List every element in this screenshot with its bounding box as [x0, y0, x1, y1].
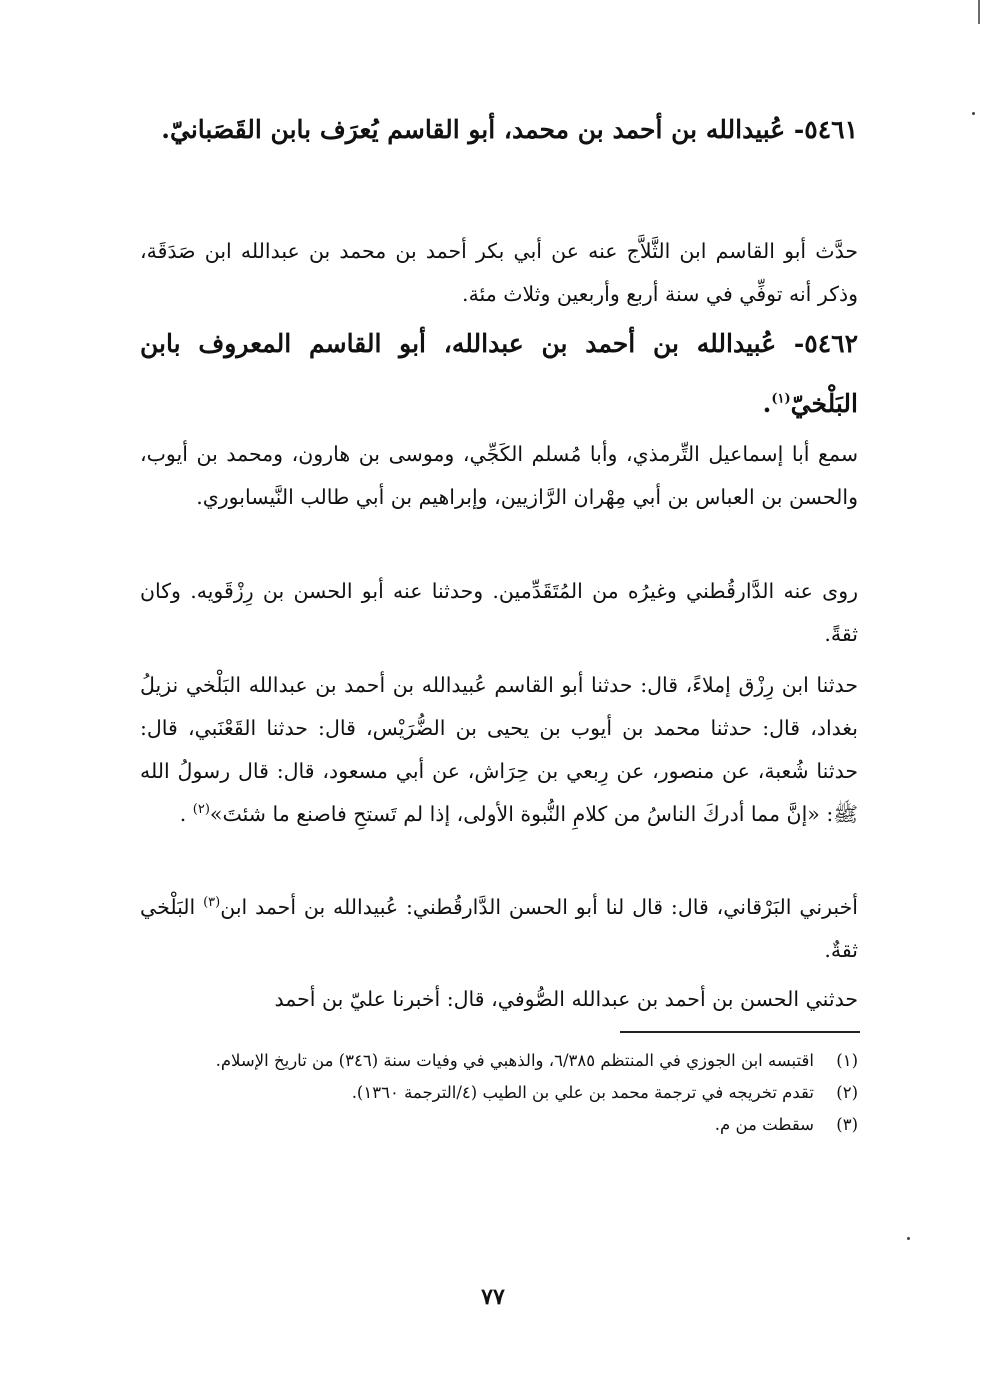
- paragraph-4-text: أخبرني البَرْقاني، قال: قال لنا أبو الحسن الدَّارقُطني: عُبيدالله بن أحمد ابن: [220, 895, 858, 919]
- scan-speck: [907, 1237, 910, 1240]
- footnote-3: [140, 1109, 858, 1141]
- entry-5462-paragraph-3: [140, 664, 858, 836]
- footnote-reference-1: (١): [771, 391, 791, 407]
- entry-5462-paragraph-4: [140, 886, 858, 972]
- footnote-separator: [620, 1031, 860, 1033]
- footnote-number: (١): [836, 1051, 858, 1070]
- footnotes: [140, 1045, 858, 1141]
- footnote-text: اقتبسه ابن الجوزي في المنتظم ٦/٣٨٥، والذهبي في وفيات سنة (٣٤٦) من تاريخ الإسلام.: [215, 1051, 814, 1070]
- entry-5462-paragraph-2: روى عنه الدَّارقُطني وغيرُه من المُتَقَدِّمين. وحدثنا عنه أبو الحسن بن رِزْقَويه. وكان ثقةً.: [140, 579, 858, 646]
- footnote-reference-3: (٣): [203, 895, 221, 911]
- heading-period: .: [762, 389, 772, 418]
- entry-5462-paragraph-1: سمع أبا إسماعيل التِّرمذي، وأبا مُسلم الكَجِّي، وموسى بن هارون، ومحمد بن أيوب، والحسن بن العباس بن أبي مِهْران الرَّازيين، وإبراهيم بن أبي طالب النَّيسابوري.: [140, 442, 858, 509]
- footnote-reference-2: (٢): [192, 802, 210, 818]
- paragraph-4-text-end: البَلْخي ثقةٌ.: [140, 895, 858, 962]
- scan-speck: [972, 112, 975, 115]
- page-number: ٧٧: [481, 1284, 505, 1310]
- entry-5462-heading-text: ٥٤٦٢- عُبيدالله بن أحمد بن عبدالله، أبو القاسم المعروف بابن البَلْخيّ: [140, 329, 858, 418]
- entry-5462-paragraph-5: حدثني الحسن بن أحمد بن عبدالله الصُّوفي، قال: أخبرنا عليّ بن أحمد: [274, 987, 858, 1011]
- hadith-narration: حدثنا ابن رِزْق إملاءً، قال: حدثنا أبو القاسم عُبيدالله بن أحمد بن عبدالله البَلْخي نزيلُ بغداد، قال: حدثنا محمد بن أيوب بن يحيى بن الضُّرَيْس، قال: حدثنا القَعْنَبي، قال: حدثنا شُعبة، عن منصور، عن رِبعي بن حِرَاش، عن أبي مسعود، قال: قال رسولُ الله ﷺ: «إنَّ مما أدركَ الناسُ من كلامِ النُّبوة الأولى، إذا لم تَستحِ فاصنع ما شئتَ»: [140, 673, 858, 826]
- entry-5461-paragraph: حدَّث أبو القاسم ابن الثَّلاَّج عنه عن أبي بكر أحمد بن محمد بن عبدالله ابن صَدَقَة، وذكر أنه توفِّي في سنة أربع وأربعين وثلاث مئة.: [140, 239, 859, 306]
- footnote-text: تقدم تخريجه في ترجمة محمد بن علي بن الطيب (٤/الترجمة ١٣٦٠).: [351, 1083, 814, 1102]
- footnote-number: (٣): [836, 1115, 858, 1134]
- paragraph-end: .: [179, 802, 193, 826]
- footnote-text: سقطت من م.: [714, 1115, 814, 1134]
- entry-5461-heading: ٥٤٦١- عُبيدالله بن أحمد بن محمد، أبو القاسم يُعرَف بابن القَصَبانيّ.: [161, 115, 858, 144]
- footnote-number: (٢): [836, 1083, 858, 1102]
- entry-5462-heading: [140, 314, 858, 434]
- scan-edge-mark: [978, 0, 980, 24]
- footnote-1: [140, 1045, 858, 1077]
- footnote-2: [140, 1077, 858, 1109]
